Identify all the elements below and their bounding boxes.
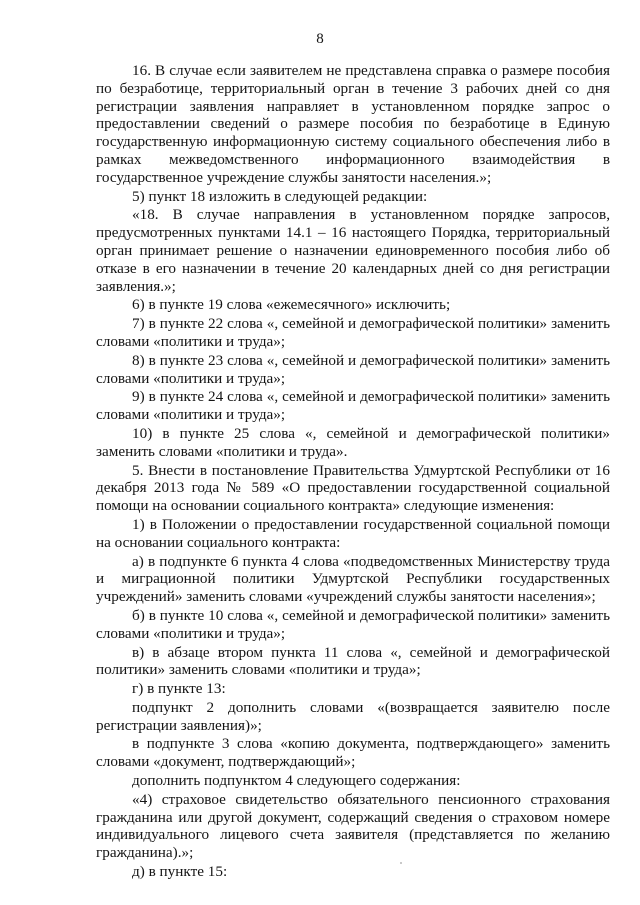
paragraph-subitem-d: д) в пункте 15: — [132, 863, 228, 881]
paragraph-item-10: 10) в пункте 25 слова «, семейной и демографической политики» заменить словами «политики и труда». — [96, 424, 610, 460]
paragraph-subitem-g: г) в пункте 13: — [132, 680, 226, 698]
page-number: 8 — [316, 31, 324, 47]
paragraph-item-7: 7) в пункте 22 слова «, семейной и демографической политики» заменить словами «политики и труда»; — [96, 315, 610, 350]
paragraph-subitem-b: б) в пункте 10 слова «, семейной и демографической политики» заменить словами «политики и труда»; — [96, 606, 610, 642]
paragraph-18-new-wording: «18. В случае направления в установленном порядке запросов, предусмотренных пунктами 14.1 – 16 настоящего Порядка, территориальный орган принимает решение о назначении единовременного пособия либо об отказе в его назначении в течение 20 календарных дней со дня регистрации заявления.»; — [96, 206, 610, 295]
paragraph-subpoint-3: в подпункте 3 слова «копию документа, подтверждающего» заменить словами «документ, подтверждающий»; — [96, 735, 610, 771]
paragraph-item-6: 6) в пункте 19 слова «ежемесячного» исключить; — [132, 296, 451, 314]
paragraph-subitem-v: в) в абзаце втором пункта 11 слова «, семейной и демографической политики» заменить словами «политики и труда»; — [96, 643, 610, 679]
paragraph-subpoint-2: подпункт 2 дополнить словами «(возвращается заявителю после регистрации заявления)»; — [96, 698, 610, 734]
document-body — [96, 62, 610, 881]
paragraph-add-subpoint-4: дополнить подпунктом 4 следующего содержания: — [132, 772, 461, 790]
paragraph-item-5: 5) пункт 18 изложить в следующей редакции: — [132, 187, 428, 205]
paragraph-subitem-1: 1) в Положении о предоставлении государственной социальной помощи на основании социального контракта: — [96, 515, 610, 551]
scan-speck — [400, 862, 402, 864]
paragraph-subpoint-4-text: «4) страховое свидетельство обязательного пенсионного страхования гражданина или другой документ, содержащий сведения о страховом номере индивидуального лицевого счета заявителя (представляется по желанию гражданина).»; — [96, 790, 610, 862]
paragraph-16-unemployment-certificate: 16. В случае если заявителем не представлена справка о размере пособия по безработице, территориальный орган в течение 3 рабочих дней со дня регистрации заявления направляет в установленном порядке запрос о предоставлении сведений о размере пособия по безработице в Единую государственную информационную систему социального обеспечения либо в рамках межведомственного информационного взаимодействия в государственное учреждение службы занятости населения.»; — [96, 62, 610, 186]
paragraph-item-8: 8) в пункте 23 слова «, семейной и демографической политики» заменить словами «политики и труда»; — [96, 351, 610, 387]
paragraph-subitem-a: а) в подпункте 6 пункта 4 слова «подведомственных Министерству труда и миграционной политики Удмуртской Республики государственных учреждений» заменить словами «учреждений службы занятости населения»; — [96, 552, 610, 606]
paragraph-section-5: 5. Внести в постановление Правительства Удмуртской Республики от 16 декабря 2013 года № 589 «О предоставлении государственной социальной помощи на основании социального контракта» следующие изменения: — [96, 461, 610, 515]
paragraph-item-9: 9) в пункте 24 слова «, семейной и демографической политики» заменить словами «политики и труда»; — [96, 388, 610, 424]
